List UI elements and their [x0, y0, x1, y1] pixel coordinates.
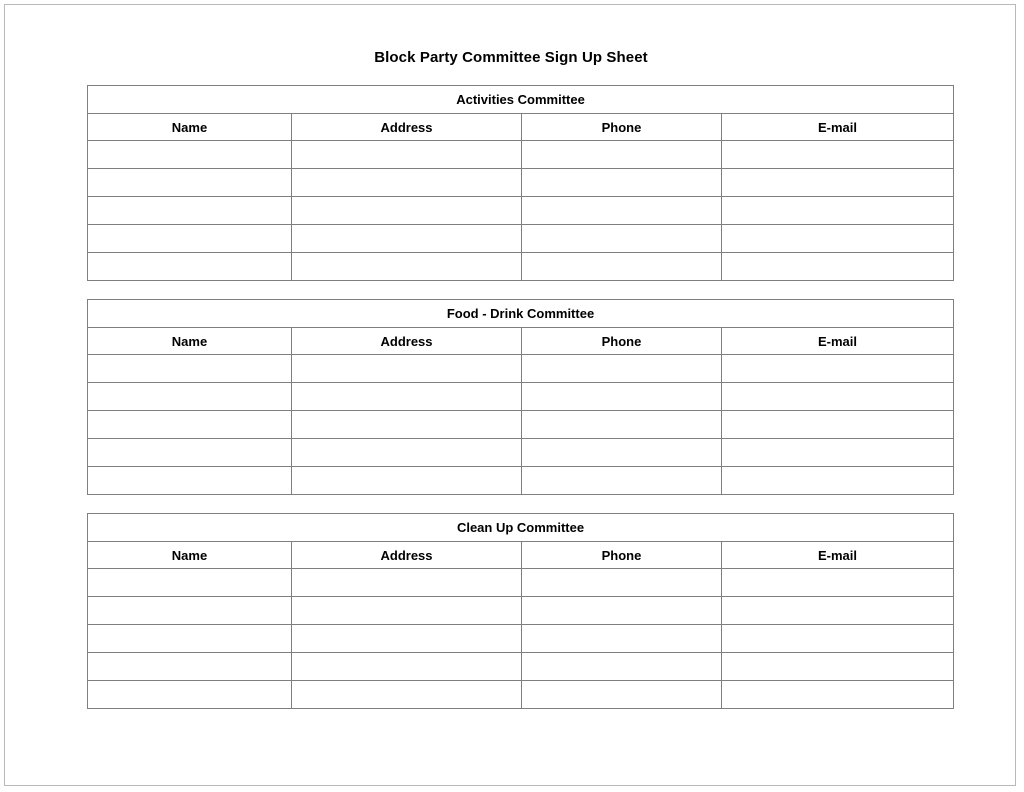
entry-cell-name[interactable]: [88, 653, 292, 681]
table-title-row: [88, 86, 954, 114]
entry-cell-name[interactable]: [88, 383, 292, 411]
entry-cell-phone[interactable]: [522, 681, 722, 709]
column-header-row: [88, 328, 954, 355]
column-header-address: Address: [292, 542, 522, 569]
entry-cell-phone[interactable]: [522, 411, 722, 439]
table-row: [88, 411, 954, 439]
table-row: [88, 653, 954, 681]
entry-cell-name[interactable]: [88, 439, 292, 467]
entry-cell-phone[interactable]: [522, 355, 722, 383]
entry-cell-address[interactable]: [292, 597, 522, 625]
committee-table-food-drink-committee: [87, 299, 954, 495]
table-row: [88, 597, 954, 625]
entry-cell-address[interactable]: [292, 383, 522, 411]
entry-cell-email[interactable]: [722, 253, 954, 281]
entry-cell-phone[interactable]: [522, 597, 722, 625]
table-row: [88, 383, 954, 411]
entry-cell-email[interactable]: [722, 625, 954, 653]
table-row: [88, 169, 954, 197]
entry-cell-address[interactable]: [292, 355, 522, 383]
entry-cell-email[interactable]: [722, 225, 954, 253]
entry-cell-phone[interactable]: [522, 141, 722, 169]
entry-cell-email[interactable]: [722, 467, 954, 495]
entry-cell-email[interactable]: [722, 383, 954, 411]
entry-cell-email[interactable]: [722, 197, 954, 225]
entry-cell-name[interactable]: [88, 253, 292, 281]
entry-cell-email[interactable]: [722, 411, 954, 439]
page-title: Block Party Committee Sign Up Sheet: [374, 49, 648, 66]
column-header-email: E-mail: [722, 328, 954, 355]
table-row: [88, 141, 954, 169]
entry-cell-email[interactable]: [722, 439, 954, 467]
column-header-email: E-mail: [722, 542, 954, 569]
entry-cell-name[interactable]: [88, 169, 292, 197]
entry-cell-phone[interactable]: [522, 383, 722, 411]
column-header-address: Address: [292, 114, 522, 141]
entry-cell-name[interactable]: [88, 625, 292, 653]
column-header-row: [88, 542, 954, 569]
table-row: [88, 197, 954, 225]
entry-cell-phone[interactable]: [522, 439, 722, 467]
entry-cell-email[interactable]: [722, 141, 954, 169]
column-header-email: E-mail: [722, 114, 954, 141]
column-header-phone: Phone: [522, 328, 722, 355]
entry-cell-address[interactable]: [292, 681, 522, 709]
entry-cell-phone[interactable]: [522, 467, 722, 495]
table-row: [88, 355, 954, 383]
column-header-name: Name: [88, 542, 292, 569]
entry-cell-phone[interactable]: [522, 625, 722, 653]
entry-cell-address[interactable]: [292, 169, 522, 197]
table-row: [88, 625, 954, 653]
committee-title: Activities Committee: [88, 86, 954, 114]
entry-cell-name[interactable]: [88, 467, 292, 495]
entry-cell-phone[interactable]: [522, 653, 722, 681]
table-row: [88, 253, 954, 281]
entry-cell-phone[interactable]: [522, 197, 722, 225]
entry-cell-address[interactable]: [292, 253, 522, 281]
entry-cell-address[interactable]: [292, 439, 522, 467]
column-header-address: Address: [292, 328, 522, 355]
entry-cell-name[interactable]: [88, 141, 292, 169]
entry-cell-address[interactable]: [292, 653, 522, 681]
entry-cell-phone[interactable]: [522, 253, 722, 281]
entry-cell-email[interactable]: [722, 597, 954, 625]
entry-cell-phone[interactable]: [522, 225, 722, 253]
table-row: [88, 569, 954, 597]
table-title-row: [88, 300, 954, 328]
committee-title: Clean Up Committee: [88, 514, 954, 542]
sign-up-sheet-tables: [87, 85, 953, 709]
entry-cell-address[interactable]: [292, 569, 522, 597]
entry-cell-address[interactable]: [292, 197, 522, 225]
entry-cell-name[interactable]: [88, 681, 292, 709]
entry-cell-address[interactable]: [292, 141, 522, 169]
entry-cell-phone[interactable]: [522, 169, 722, 197]
entry-cell-email[interactable]: [722, 569, 954, 597]
column-header-phone: Phone: [522, 114, 722, 141]
committee-table-clean-up-committee: [87, 513, 954, 709]
page-frame: [4, 4, 1016, 786]
committee-table-activities-committee: [87, 85, 954, 281]
entry-cell-phone[interactable]: [522, 569, 722, 597]
entry-cell-name[interactable]: [88, 197, 292, 225]
column-header-name: Name: [88, 328, 292, 355]
entry-cell-name[interactable]: [88, 597, 292, 625]
entry-cell-name[interactable]: [88, 355, 292, 383]
entry-cell-email[interactable]: [722, 681, 954, 709]
entry-cell-email[interactable]: [722, 355, 954, 383]
entry-cell-email[interactable]: [722, 653, 954, 681]
committee-title: Food - Drink Committee: [88, 300, 954, 328]
entry-cell-email[interactable]: [722, 169, 954, 197]
table-row: [88, 439, 954, 467]
entry-cell-address[interactable]: [292, 411, 522, 439]
entry-cell-name[interactable]: [88, 225, 292, 253]
entry-cell-address[interactable]: [292, 467, 522, 495]
column-header-phone: Phone: [522, 542, 722, 569]
table-row: [88, 467, 954, 495]
table-title-row: [88, 514, 954, 542]
column-header-name: Name: [88, 114, 292, 141]
table-row: [88, 225, 954, 253]
entry-cell-address[interactable]: [292, 625, 522, 653]
entry-cell-name[interactable]: [88, 411, 292, 439]
entry-cell-name[interactable]: [88, 569, 292, 597]
table-row: [88, 681, 954, 709]
entry-cell-address[interactable]: [292, 225, 522, 253]
column-header-row: [88, 114, 954, 141]
